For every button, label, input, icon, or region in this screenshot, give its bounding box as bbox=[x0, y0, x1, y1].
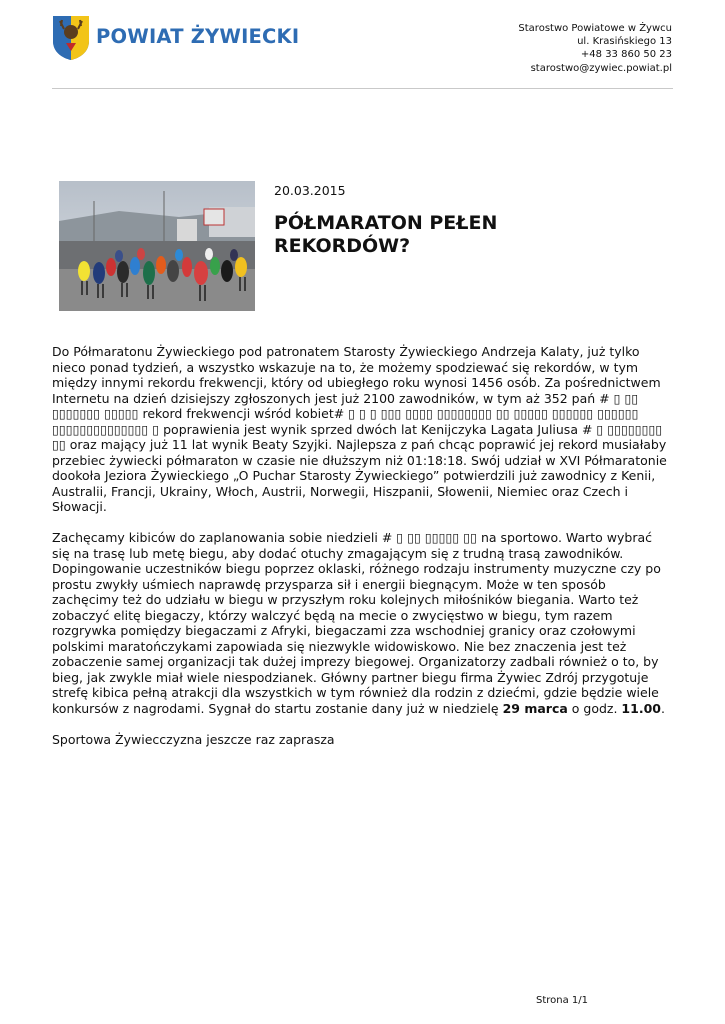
paragraph bbox=[52, 530, 672, 716]
article-photo bbox=[59, 181, 255, 311]
powiat-logo bbox=[52, 15, 300, 61]
paragraph-text: Zachęcamy kibiców do zaplanowania sobie niedzieli # ▯ ▯▯ ▯▯▯▯▯ ▯▯ na sportowo. Warto wybrać się na trasę lub metę biegu, aby dodać otuchy zmagającym się z trudną trasą zawodników. Dopingowanie uczestników biegu poprzez oklaski, różnego rodzaju instrumenty muzyczne czy po prostu zwykły uśmiech naprawdę przysparza sił i energii biegnącym. Może w ten sposób zachęcimy też do udziału w biegu w przyszłym roku kolejnych miłośników biegania. Warto też zobaczyć elitę biegaczy, którzy walczyć będą na mecie o zwycięstwo w biegu, tym razem rozgrywka pomiędzy biegaczami z Afryki, biegaczami zza wschodniej granicy oraz czołowymi polskimi maratończykami zapowiada się niezwykle widowiskowo. Nie bez znaczenia jest też zobaczenie samej organizacji tak dużej imprezy biegowej. Organizatorzy zadbali również o to, by bieg, jak zwykle miał wiele niespodzianek. Główny partner biegu firma Żywiec Zdrój przygotuje strefę kibica pełną atrakcji dla wszystkich w tym również dla rodzin z dziećmi, gdzie będzie wiele konkursów z nagrodami. Sygnał do startu zostanie dany już w niedzielę bbox=[52, 530, 661, 716]
header-divider bbox=[52, 88, 673, 89]
contact-phone: +48 33 860 50 23 bbox=[580, 49, 672, 61]
start-date: 29 marca bbox=[502, 700, 568, 716]
start-mid: o godz. bbox=[567, 700, 622, 716]
closing-line: Sportowa Żywiecczyzna jeszcze raz zaprasza bbox=[52, 731, 335, 747]
coat-of-arms-icon bbox=[52, 15, 90, 61]
contact-address: ul. Krasińskiego 13 bbox=[577, 36, 672, 48]
page-number: Strona 1/1 bbox=[535, 995, 588, 1006]
contact-email[interactable]: starostwo@zywiec.powiat.pl bbox=[530, 62, 672, 74]
article-title: PÓŁMARATON PEŁEN REKORDÓW? bbox=[274, 212, 498, 257]
article-date: 20.03.2015 bbox=[274, 183, 346, 198]
start-time: 11.00 bbox=[621, 700, 661, 716]
article-body bbox=[52, 344, 672, 763]
contact-office: Starostwo Powiatowe w Żywcu bbox=[518, 23, 672, 34]
logo-text: POWIAT ŻYWIECKI bbox=[96, 25, 300, 48]
paragraph: Do Półmaratonu Żywieckiego pod patronatem Starosty Żywieckiego Andrzeja Kalaty, już tylko nieco ponad tydzień, a wszystko wskazuje na to, że możemy spodziewać się rekordów, w tym między innymi rekordu frekwencji, który od ubiegłego roku wynosi 1456 osób. Za pośrednictwem Internetu na dzień dzisiejszy zgłoszonych jest już 2100 zawodników, w tym aż 352 pań # ▯ ▯▯ ▯▯▯▯▯▯▯ ▯▯▯▯▯ rekord frekwencji wśród kobiet# ▯ ▯ ▯ ▯▯▯ ▯▯▯▯ ▯▯▯▯▯▯▯▯ ▯▯ ▯▯▯▯▯ ▯▯▯▯▯▯ ▯▯▯▯▯▯ ▯▯▯▯▯▯▯▯▯▯▯▯▯▯ ▯ poprawienia jest wynik sprzed dwóch lat Kenijczyka Lagata Juliusa # ▯ ▯▯▯▯▯▯▯▯ ▯▯ oraz mający już 11 lat wynik Beaty Szyjki. Najlepsza z pań chcąc poprawić jej rekord musiałaby przebiec żywiecki półmaraton w czasie nie dłuższym niż 01:18:18. Swój udział w XVI Półmaratonie dookoła Jeziora Żywieckiego „O Puchar Starosty Żywieckiego” potwierdzili już zawodnicy z Kenii, Australii, Francji, Ukrainy, Włoch, Austrii, Norwegii, Hiszpanii, Słowenii, Niemiec oraz Czech i Słowacji. bbox=[52, 344, 667, 514]
contact-block bbox=[518, 22, 672, 75]
start-end: . bbox=[660, 700, 665, 716]
